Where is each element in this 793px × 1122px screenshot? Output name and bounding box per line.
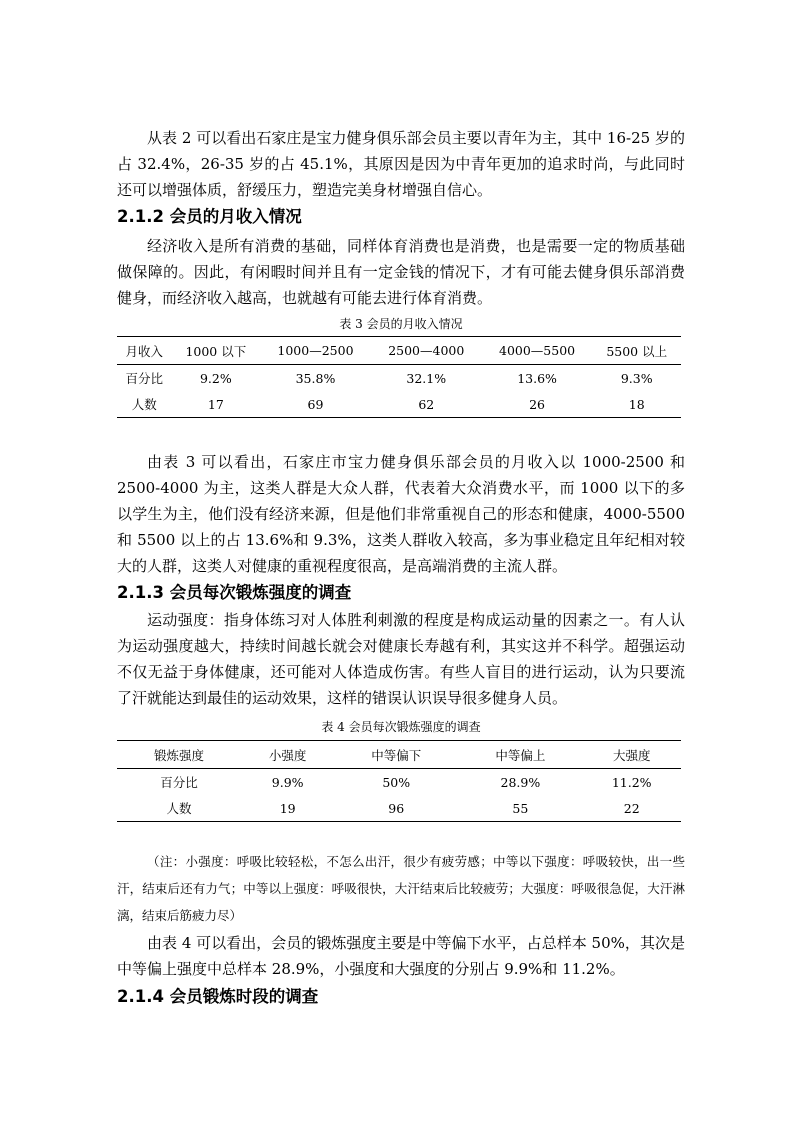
table-header-cell: 中等偏下 — [334, 741, 458, 769]
table-header-cell: 5500 以上 — [592, 337, 681, 365]
table-cell: 50% — [382, 774, 411, 790]
section-heading-2-1-3: 2.1.3 会员每次锻炼强度的调查 — [117, 583, 352, 602]
table-cell: 人数 — [117, 391, 172, 418]
table-cell: 55 — [458, 795, 582, 822]
section-heading-2-1-4: 2.1.4 会员锻炼时段的调查 — [117, 987, 319, 1006]
table-cell: 百分比 — [160, 775, 198, 790]
table-header-cell: 大强度 — [582, 741, 681, 769]
table-cell: 9.3% — [620, 370, 653, 386]
paragraph-income-intro: 经济收入是所有消费的基础，同样体育消费也是消费，也是需要一定的物质基础做保障的。因此，有闲暇时间并且有一定金钱的情况下，才有可能去健身俱乐部消费健身，而经济收入越高，也就越有可能去进行体育消费。 — [117, 237, 685, 307]
table-header-cell: 1000 以下 — [172, 337, 260, 365]
table-cell: 人数 — [117, 795, 241, 822]
paragraph-table3-analysis: 由表 3 可以看出，石家庄市宝力健身俱乐部会员的月收入以 1000-2500 和 2500-4000 为主，这类人群是大众人群，代表着大众消费水平，而 1000 以下的多以学生为主，他们没有经济来源，但是他们非常重视自己的形态和健康，4000-5500 和 5500 以上的占 13.6%和 9.3%，这类人群收入较高，多为事业稳定且年纪相对较大的人群，这类人对健康的重视程度很高，是高端消费的主流人群。 — [117, 453, 685, 575]
table-header-cell: 中等偏上 — [458, 741, 582, 769]
table-header-row — [117, 337, 681, 365]
table-header-cell: 小强度 — [241, 741, 334, 769]
paragraph-intensity-intro: 运动强度：指身体练习对人体胜利刺激的程度是构成运动量的因素之一。有人认为运动强度越大，持续时间越长就会对健康长寿越有利，其实这并不科学。超强运动不仅无益于身体健康，还可能对人体造成伤害。有些人盲目的进行运动，认为只要流了汗就能达到最佳的运动效果，这样的错误认识误导很多健身人员。 — [117, 611, 685, 707]
table-cell: 9.9% — [271, 774, 304, 790]
table-header-cell: 锻炼强度 — [117, 741, 241, 769]
table-header-cell: 2500—4000 — [371, 337, 482, 365]
table-header-cell: 1000—2500 — [260, 337, 371, 365]
table-cell: 22 — [582, 795, 681, 822]
table-cell: 18 — [592, 391, 681, 418]
table-cell: 35.8% — [295, 370, 336, 386]
table-cell: 9.2% — [199, 370, 232, 386]
table-cell: 28.9% — [500, 774, 541, 790]
table-cell: 17 — [172, 391, 260, 418]
table-cell: 19 — [241, 795, 334, 822]
table-cell: 69 — [260, 391, 371, 418]
table-row — [117, 769, 681, 796]
paragraph-table2-analysis: 从表 2 可以看出石家庄是宝力健身俱乐部会员主要以青年为主，其中 16-25 岁的占 32.4%，26-35 岁的占 45.1%，其原因是因为中青年更加的追求时尚，与此同时还可以增强体质，舒缓压力，塑造完美身材增强自信心。 — [117, 129, 685, 199]
table-cell: 26 — [482, 391, 593, 418]
section-heading-2-1-2: 2.1.2 会员的月收入情况 — [117, 207, 302, 226]
table-header-cell: 4000—5500 — [482, 337, 593, 365]
table-row — [117, 365, 681, 392]
table4-caption: 表 4 会员每次锻炼强度的调查 — [321, 720, 481, 734]
table-row — [117, 795, 681, 822]
table4-exercise-intensity — [117, 740, 681, 822]
table-cell: 96 — [334, 795, 458, 822]
table-header-cell: 月收入 — [117, 337, 172, 365]
table4-note: （注：小强度：呼吸比较轻松，不怎么出汗，很少有疲劳感；中等以下强度：呼吸较快，出一些汗，结束后还有力气；中等以上强度：呼吸很快，大汗结束后比较疲劳；大强度：呼吸很急促，大汗淋漓，结束后筋疲力尽） — [117, 854, 685, 923]
table-cell: 62 — [371, 391, 482, 418]
table3-caption: 表 3 会员的月收入情况 — [339, 317, 463, 331]
table-cell: 百分比 — [125, 371, 164, 386]
table-header-row — [117, 741, 681, 769]
table-cell: 13.6% — [517, 370, 557, 386]
table-row — [117, 391, 681, 418]
table3-monthly-income — [117, 336, 681, 418]
table-cell: 32.1% — [406, 370, 447, 386]
table-cell: 11.2% — [611, 774, 652, 790]
paragraph-table4-analysis: 由表 4 可以看出，会员的锻炼强度主要是中等偏下水平，占总样本 50%，其次是中等偏上强度中总样本 28.9%，小强度和大强度的分别占 9.9%和 11.2%。 — [117, 934, 685, 978]
